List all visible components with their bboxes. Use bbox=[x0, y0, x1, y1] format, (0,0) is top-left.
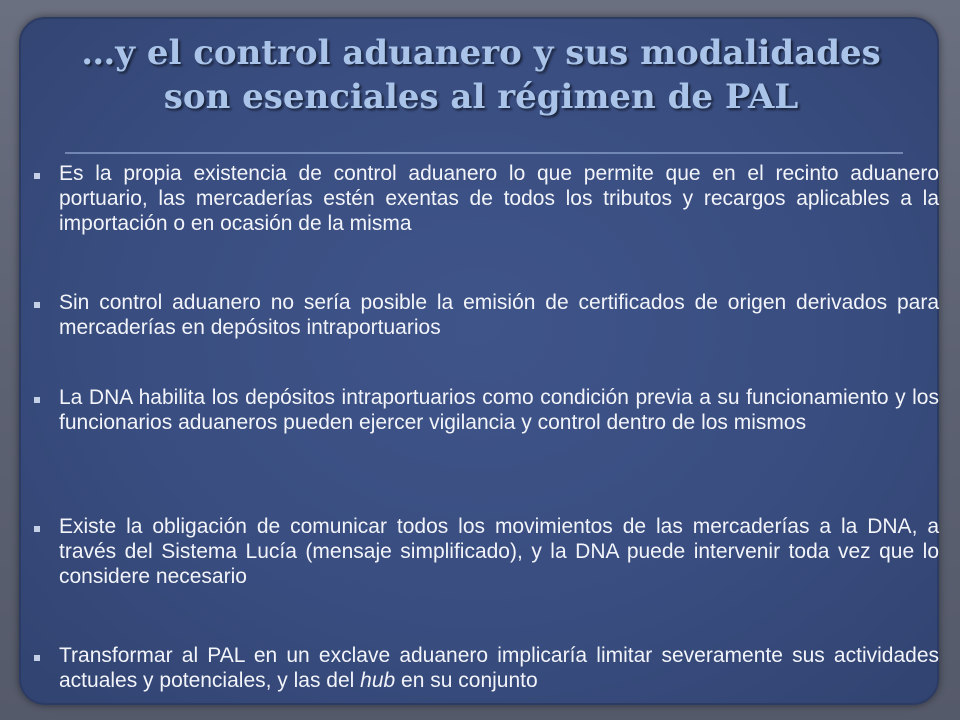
bullet-text: La DNA habilita los depósitos intraportuarios como condición previa a su funcionamiento y los funcionarios aduaneros pueden ejercer vigilancia y control dentro de los mismos bbox=[59, 386, 939, 434]
bullet-text: Es la propia existencia de control aduanero lo que permite que en el recinto aduanero portuario, las mercaderías estén exentas de todos los tributos y recargos aplicables a la importación o en ocasión de la misma bbox=[59, 162, 939, 235]
bullet-text-part: Transformar al PAL en un exclave aduanero implicaría limitar severamente sus actividades actuales y potenciales, y las del bbox=[59, 644, 939, 692]
title-divider bbox=[65, 152, 903, 154]
bullet-text bbox=[59, 643, 939, 693]
bullet-text-part: en su conjunto bbox=[395, 669, 538, 692]
square-bullet-icon bbox=[34, 173, 40, 179]
bullet-text-italic: hub bbox=[360, 669, 396, 692]
square-bullet-icon bbox=[34, 655, 40, 661]
slide-title bbox=[61, 31, 901, 119]
bullet-text: Sin control aduanero no sería posible la emisión de certificados de origen derivados para mercaderías en depósitos intraportuarios bbox=[59, 291, 939, 339]
square-bullet-icon bbox=[34, 302, 40, 308]
title-line-2: son esenciales al régimen de PAL bbox=[163, 77, 799, 117]
bullet-text: Existe la obligación de comunicar todos los movimientos de las mercaderías a la DNA, a través del Sistema Lucía (mensaje simplificado), y la DNA puede intervenir toda vez que lo considere necesario bbox=[59, 515, 939, 588]
slide bbox=[19, 17, 939, 705]
square-bullet-icon bbox=[34, 397, 40, 403]
square-bullet-icon bbox=[34, 526, 40, 532]
title-line-1: …y el control aduanero y sus modalidades bbox=[81, 33, 881, 73]
